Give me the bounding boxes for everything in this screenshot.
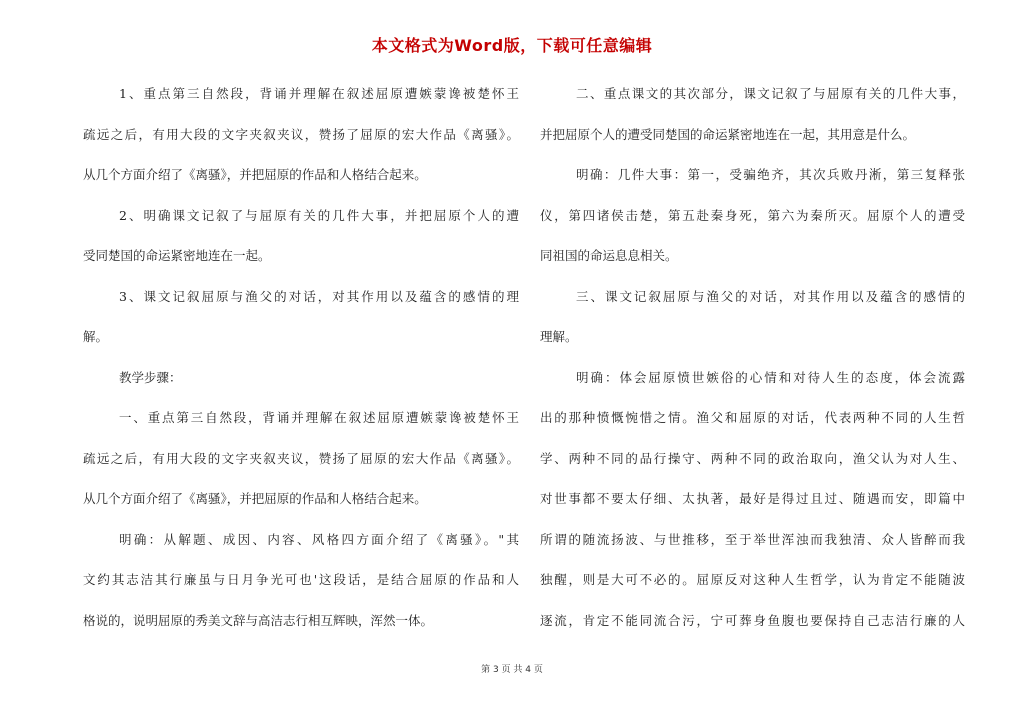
left-line-7: 解。 (83, 329, 109, 344)
right-text-column (540, 78, 965, 645)
right-line-4: 仪，第四诸侯击楚，第五赴秦身死，第六为秦所灭。屈原个人的遭受 (540, 207, 965, 223)
right-line-6: 三、课文记叙屈原与渔父的对话，对其作用以及蕴含的感情的 (576, 288, 965, 304)
left-line-10: 疏远之后，有用大段的文字夹叙夹议，赞扬了屈原的宏大作品《离骚》。 (83, 450, 519, 466)
right-line-9: 出的那种愤慨惋惜之情。渔父和屈原的对话，代表两种不同的人生哲 (540, 410, 965, 425)
left-line-6: 3、课文记叙屈原与渔父的对话，对其作用以及蕴含的感情的理 (119, 288, 519, 304)
right-line-11: 对世事都不要太仔细、太执著，最好是得过且过、随遇而安，即篇中 (540, 491, 965, 506)
left-line-8: 教学步骤： (119, 369, 182, 385)
right-line-7: 理解。 (540, 329, 578, 344)
left-line-2: 疏远之后，有用大段的文字夹叙夹议，赞扬了屈原的宏大作品《离骚》。 (83, 126, 519, 142)
left-line-11: 从几个方面介绍了《离骚》，并把屈原的作品和人格结合起来。 (83, 491, 427, 506)
left-line-4: 2、明确课文记叙了与屈原有关的几件大事，并把屈原个人的遭 (119, 207, 519, 223)
right-line-13: 独醒，则是大可不必的。屈原反对这种人生哲学，认为肯定不能随波 (540, 572, 965, 587)
right-line-14: 逐流，肯定不能同流合污，宁可葬身鱼腹也要保持自己志洁行廉的人 (540, 612, 965, 628)
document-header-title: 本文格式为Word版，下载可任意编辑 (371, 36, 653, 55)
right-line-12: 所谓的随流扬波、与世推移，至于举世浑浊而我独清、众人皆醉而我 (540, 531, 965, 547)
right-line-10: 学、两种不同的品行操守、两种不同的政治取向，渔父认为对人生、 (540, 450, 965, 466)
right-line-5: 同祖国的命运息息相关。 (540, 248, 678, 263)
left-line-9: 一、重点第三自然段，背诵并理解在叙述屈原遭嫉蒙谗被楚怀王 (119, 410, 519, 425)
left-line-3: 从几个方面介绍了《离骚》，并把屈原的作品和人格结合起来。 (83, 167, 427, 182)
left-line-13: 文约其志洁其行廉虽与日月争光可也'这段话，是结合屈原的作品和人 (83, 572, 519, 587)
right-line-3: 明确：几件大事：第一，受骗绝齐，其次兵败丹淅，第三复释张 (576, 167, 965, 182)
page-number-footer: 第 3 页 共 4 页 (481, 665, 543, 675)
left-line-14: 格说的，说明屈原的秀美文辞与高洁志行相互辉映，浑然一体。 (83, 612, 434, 628)
left-text-column (83, 78, 519, 645)
left-line-5: 受同楚国的命运紧密地连在一起。 (83, 248, 271, 263)
right-line-2: 并把屈原个人的遭受同楚国的命运紧密地连在一起，其用意是什么。 (540, 126, 916, 142)
right-line-1: 二、重点课文的其次部分，课文记叙了与屈原有关的几件大事， (576, 86, 965, 101)
left-line-12: 明确：从解题、成因、内容、风格四方面介绍了《离骚》。"其 (119, 531, 519, 547)
left-line-1: 1、重点第三自然段，背诵并理解在叙述屈原遭嫉蒙谗被楚怀王 (119, 86, 519, 101)
right-line-8: 明确：体会屈原愤世嫉俗的心情和对待人生的态度，体会流露 (576, 369, 965, 385)
